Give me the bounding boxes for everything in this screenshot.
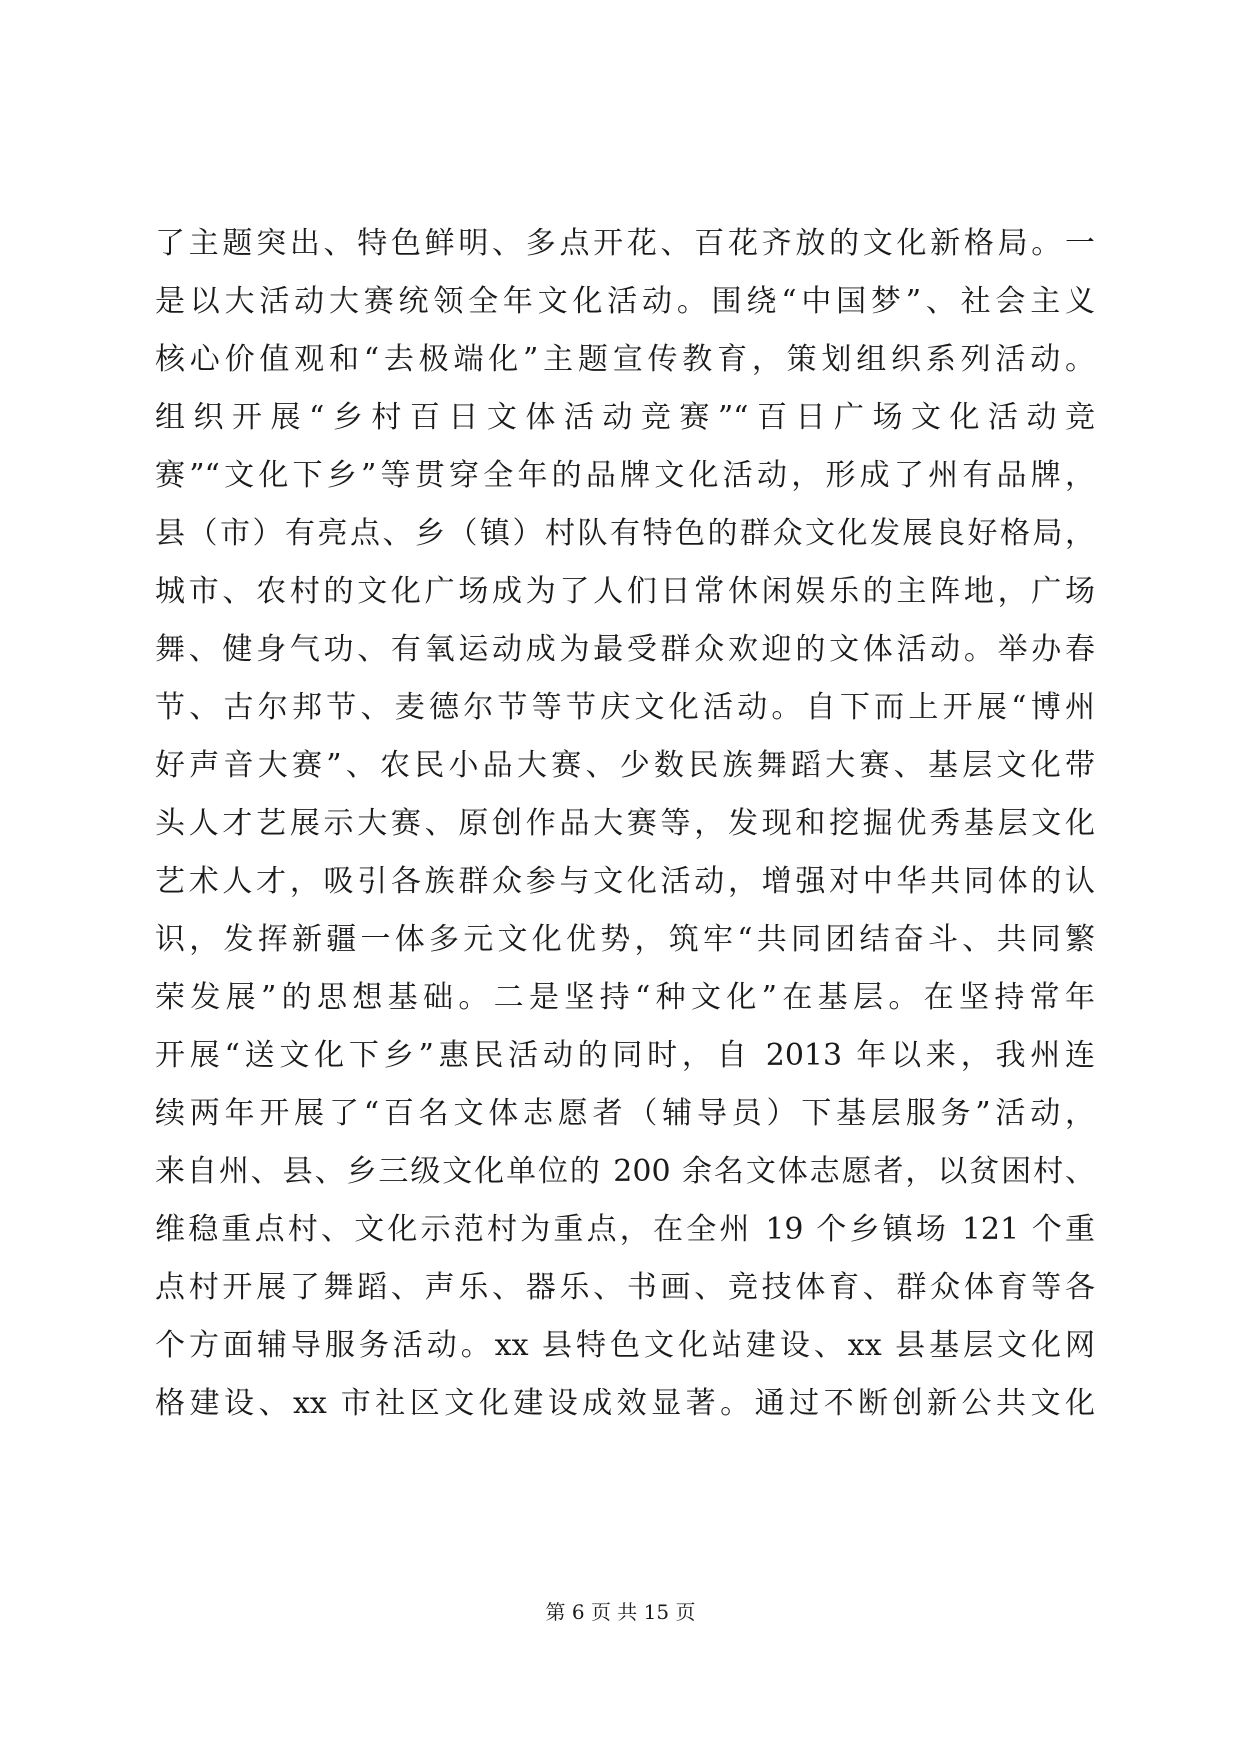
text-line: 荣发展”的思想基础。二是坚持“种文化”在基层。在坚持常年 <box>155 980 1095 1015</box>
text-line: 赛”“文化下乡”等贯穿全年的品牌文化活动，形成了州有品牌， <box>155 458 1095 493</box>
text-line: 格建设、xx 市社区文化建设成效显著。通过不断创新公共文化 <box>155 1386 1095 1421</box>
text-line: 节、古尔邦节、麦德尔节等节庆文化活动。自下而上开展“博州 <box>155 690 1095 725</box>
text-line: 个方面辅导服务活动。xx 县特色文化站建设、xx 县基层文化网 <box>155 1328 1095 1363</box>
text-line: 了主题突出、特色鲜明、多点开花、百花齐放的文化新格局。一 <box>155 226 1095 261</box>
text-line: 续两年开展了“百名文体志愿者（辅导员）下基层服务”活动， <box>155 1096 1095 1131</box>
text-line: 开展“送文化下乡”惠民活动的同时，自 2013 年以来，我州连 <box>155 1038 1095 1073</box>
text-line: 艺术人才，吸引各族群众参与文化活动，增强对中华共同体的认 <box>155 864 1095 899</box>
text-line: 城市、农村的文化广场成为了人们日常休闲娱乐的主阵地，广场 <box>155 574 1095 609</box>
text-line: 是以大活动大赛统领全年文化活动。围绕“中国梦”、社会主义 <box>155 284 1095 319</box>
text-line: 点村开展了舞蹈、声乐、器乐、书画、竞技体育、群众体育等各 <box>155 1270 1095 1305</box>
text-line: 好声音大赛”、农民小品大赛、少数民族舞蹈大赛、基层文化带 <box>155 748 1095 783</box>
text-line: 舞、健身气功、有氧运动成为最受群众欢迎的文体活动。举办春 <box>155 632 1095 667</box>
text-line: 县（市）有亮点、乡（镇）村队有特色的群众文化发展良好格局， <box>155 516 1095 551</box>
page-footer: 第 6 页 共 15 页 <box>545 1600 696 1624</box>
text-line: 头人才艺展示大赛、原创作品大赛等，发现和挖掘优秀基层文化 <box>155 806 1095 841</box>
text-line: 识，发挥新疆一体多元文化优势，筑牢“共同团结奋斗、共同繁 <box>155 922 1095 957</box>
text-line: 来自州、县、乡三级文化单位的 200 余名文体志愿者，以贫困村、 <box>155 1154 1095 1189</box>
text-line: 核心价值观和“去极端化”主题宣传教育，策划组织系列活动。 <box>155 342 1095 377</box>
text-line: 维稳重点村、文化示范村为重点，在全州 19 个乡镇场 121 个重 <box>155 1212 1095 1247</box>
text-line: 组织开展“乡村百日文体活动竞赛”“百日广场文化活动竞 <box>155 400 1095 435</box>
